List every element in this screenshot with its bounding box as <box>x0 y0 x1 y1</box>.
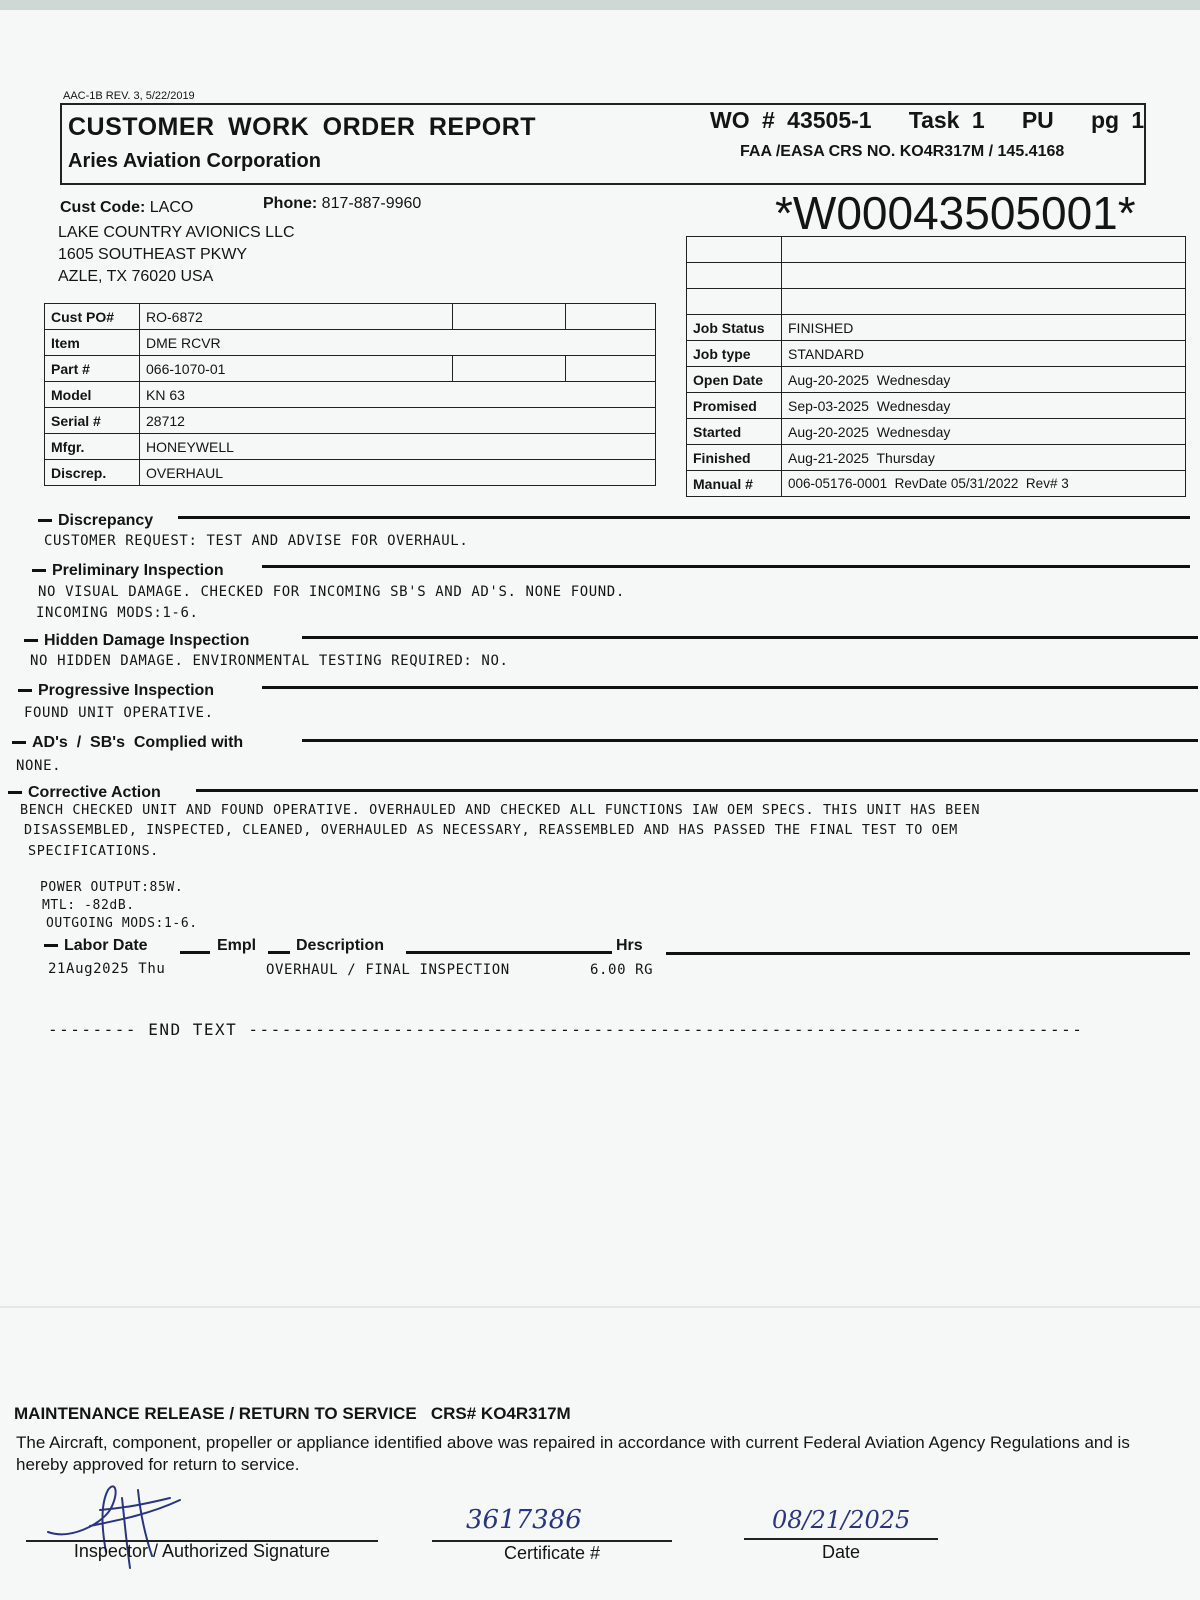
certificate-number-value: 3617386 <box>466 1505 582 1535</box>
section-rule <box>302 739 1198 742</box>
phone-label: Phone: <box>263 195 318 212</box>
mtl-value: MTL: -82dB. <box>42 898 135 913</box>
preliminary-line-2: INCOMING MODS:1-6. <box>36 605 199 621</box>
inspector-label: Inspector / Authorized Signature <box>73 1541 331 1561</box>
cell-value: FINISHED <box>782 315 1186 341</box>
cell-empty <box>566 304 656 330</box>
cell-empty <box>687 263 782 289</box>
date-label: Date <box>821 1542 861 1562</box>
corrective-line-1: BENCH CHECKED UNIT AND FOUND OPERATIVE. OVERHAULED AND CHECKED ALL FUNCTIONS IAW OEM SPECS. THIS UNIT HAS BEEN <box>20 802 981 818</box>
cell-empty <box>453 356 566 382</box>
section-rule <box>406 951 612 954</box>
cell-value: HONEYWELL <box>140 434 656 460</box>
section-rule <box>666 952 1190 955</box>
corrective-line-3: SPECIFICATIONS. <box>28 843 159 859</box>
hrs-heading: Hrs <box>616 937 643 954</box>
cell-label: Finished <box>687 445 782 471</box>
cell-label: Open Date <box>687 367 782 393</box>
status-table <box>686 236 1186 497</box>
cell-label: Manual # <box>687 471 782 497</box>
phone-value: 817-887-9960 <box>321 195 422 212</box>
table-row <box>45 356 656 382</box>
customer-code-value: LACO <box>149 199 194 216</box>
table-row <box>687 367 1186 393</box>
table-row <box>45 304 656 330</box>
form-id: AAC-1B REV. 3, 5/22/2019 <box>63 90 195 102</box>
cell-empty <box>782 237 1186 263</box>
table-row <box>45 382 656 408</box>
progressive-text: FOUND UNIT OPERATIVE. <box>24 705 214 721</box>
section-rule <box>302 636 1198 639</box>
ads-sbs-heading: AD's / SB's Complied with <box>12 734 243 752</box>
cell-value: 066-1070-01 <box>140 356 453 382</box>
cell-label: Serial # <box>45 408 140 434</box>
discrepancy-text: CUSTOMER REQUEST: TEST AND ADVISE FOR OVERHAUL. <box>44 533 469 549</box>
cell-empty <box>687 237 782 263</box>
labor-description: OVERHAUL / FINAL INSPECTION <box>266 962 510 978</box>
cell-label: Item <box>45 330 140 356</box>
table-row <box>687 289 1186 315</box>
discrepancy-heading: Discrepancy <box>38 512 153 530</box>
hidden-damage-text: NO HIDDEN DAMAGE. ENVIRONMENTAL TESTING REQUIRED: NO. <box>30 653 509 669</box>
cell-value: Aug-20-2025 Wednesday <box>782 419 1186 445</box>
cell-label: Promised <box>687 393 782 419</box>
corrective-line-2: DISASSEMBLED, INSPECTED, CLEANED, OVERHAULED AS NECESSARY, REASSEMBLED AND HAS PASSED THE FINAL TEST TO OEM <box>24 822 958 838</box>
cell-value: KN 63 <box>140 382 656 408</box>
cell-value: 006-05176-0001 RevDate 05/31/2022 Rev# 3 <box>782 471 1186 497</box>
section-rule <box>180 951 210 954</box>
section-rule <box>262 565 1190 568</box>
company-name: Aries Aviation Corporation <box>68 150 321 172</box>
description-heading: Description <box>296 937 385 954</box>
table-row <box>45 330 656 356</box>
customer-name: LAKE COUNTRY AVIONICS LLC <box>58 224 295 241</box>
cell-label: Mfgr. <box>45 434 140 460</box>
barcode-text: *W00043505001* <box>775 187 1136 239</box>
cell-value: STANDARD <box>782 341 1186 367</box>
cell-label: Part # <box>45 356 140 382</box>
hidden-damage-heading: Hidden Damage Inspection <box>24 632 249 650</box>
cell-label: Job Status <box>687 315 782 341</box>
customer-phone <box>263 195 421 213</box>
table-row <box>687 263 1186 289</box>
table-row <box>687 445 1186 471</box>
outgoing-mods: OUTGOING MODS:1-6. <box>46 916 198 931</box>
customer-code-label: Cust Code: <box>60 199 146 216</box>
document-title: CUSTOMER WORK ORDER REPORT <box>68 113 537 141</box>
ads-sbs-text: NONE. <box>16 758 62 774</box>
table-row <box>45 460 656 486</box>
background-surface <box>0 0 1200 10</box>
work-order-number: WO # 43505-1 Task 1 PU pg 1 <box>710 107 1145 133</box>
power-output: POWER OUTPUT:85W. <box>40 880 184 895</box>
cell-value: DME RCVR <box>140 330 656 356</box>
address-line-1: 1605 SOUTHEAST PKWY <box>58 246 248 263</box>
cell-value: Aug-20-2025 Wednesday <box>782 367 1186 393</box>
labor-hours: 6.00 RG <box>590 962 654 978</box>
cell-value: Aug-21-2025 Thursday <box>782 445 1186 471</box>
item-table <box>44 303 656 486</box>
labor-date-heading: Labor Date <box>44 937 148 955</box>
table-row <box>687 393 1186 419</box>
cell-label: Started <box>687 419 782 445</box>
section-rule <box>178 516 1190 519</box>
table-row <box>687 471 1186 497</box>
cell-value: RO-6872 <box>140 304 453 330</box>
cell-label: Cust PO# <box>45 304 140 330</box>
cell-value: 28712 <box>140 408 656 434</box>
end-text: -------- END TEXT --------------------------------------------------------------------------- <box>48 1020 1084 1039</box>
cell-empty <box>782 263 1186 289</box>
crs-number: FAA /EASA CRS NO. KO4R317M / 145.4168 <box>740 143 1065 160</box>
section-rule <box>268 951 290 954</box>
inspector-signature <box>30 1470 230 1580</box>
table-row <box>45 408 656 434</box>
preliminary-line-1: NO VISUAL DAMAGE. CHECKED FOR INCOMING SB'S AND AD'S. NONE FOUND. <box>38 584 625 600</box>
preliminary-heading: Preliminary Inspection <box>32 562 224 580</box>
cell-empty <box>453 304 566 330</box>
certificate-line <box>432 1540 672 1542</box>
empl-heading: Empl <box>217 937 257 954</box>
date-value: 08/21/2025 <box>772 1506 911 1534</box>
cell-label: Model <box>45 382 140 408</box>
cell-value: Sep-03-2025 Wednesday <box>782 393 1186 419</box>
cell-value: OVERHAUL <box>140 460 656 486</box>
release-title: MAINTENANCE RELEASE / RETURN TO SERVICE CRS# KO4R317M <box>14 1404 571 1423</box>
cell-label: Job type <box>687 341 782 367</box>
release-statement: The Aircraft, component, propeller or appliance identified above was repaired in accordance with current Federal Aviation Agency Regulations and is hereby approved for return to service. <box>16 1433 1130 1474</box>
table-row <box>687 237 1186 263</box>
labor-date: 21Aug2025 Thu <box>48 961 166 977</box>
cell-label: Discrep. <box>45 460 140 486</box>
cell-empty <box>566 356 656 382</box>
progressive-heading: Progressive Inspection <box>18 682 214 700</box>
cell-empty <box>782 289 1186 315</box>
section-rule <box>262 686 1198 689</box>
table-row <box>687 419 1186 445</box>
table-row <box>45 434 656 460</box>
corrective-action-heading: Corrective Action <box>8 784 161 802</box>
customer-address <box>58 222 295 288</box>
certificate-label: Certificate # <box>503 1543 601 1563</box>
cell-empty <box>687 289 782 315</box>
date-line <box>744 1538 938 1540</box>
paper-fold <box>0 1306 1200 1308</box>
section-rule <box>196 789 1198 792</box>
table-row <box>687 315 1186 341</box>
table-row <box>687 341 1186 367</box>
address-line-2: AZLE, TX 76020 USA <box>58 268 214 285</box>
customer-code <box>60 199 193 217</box>
